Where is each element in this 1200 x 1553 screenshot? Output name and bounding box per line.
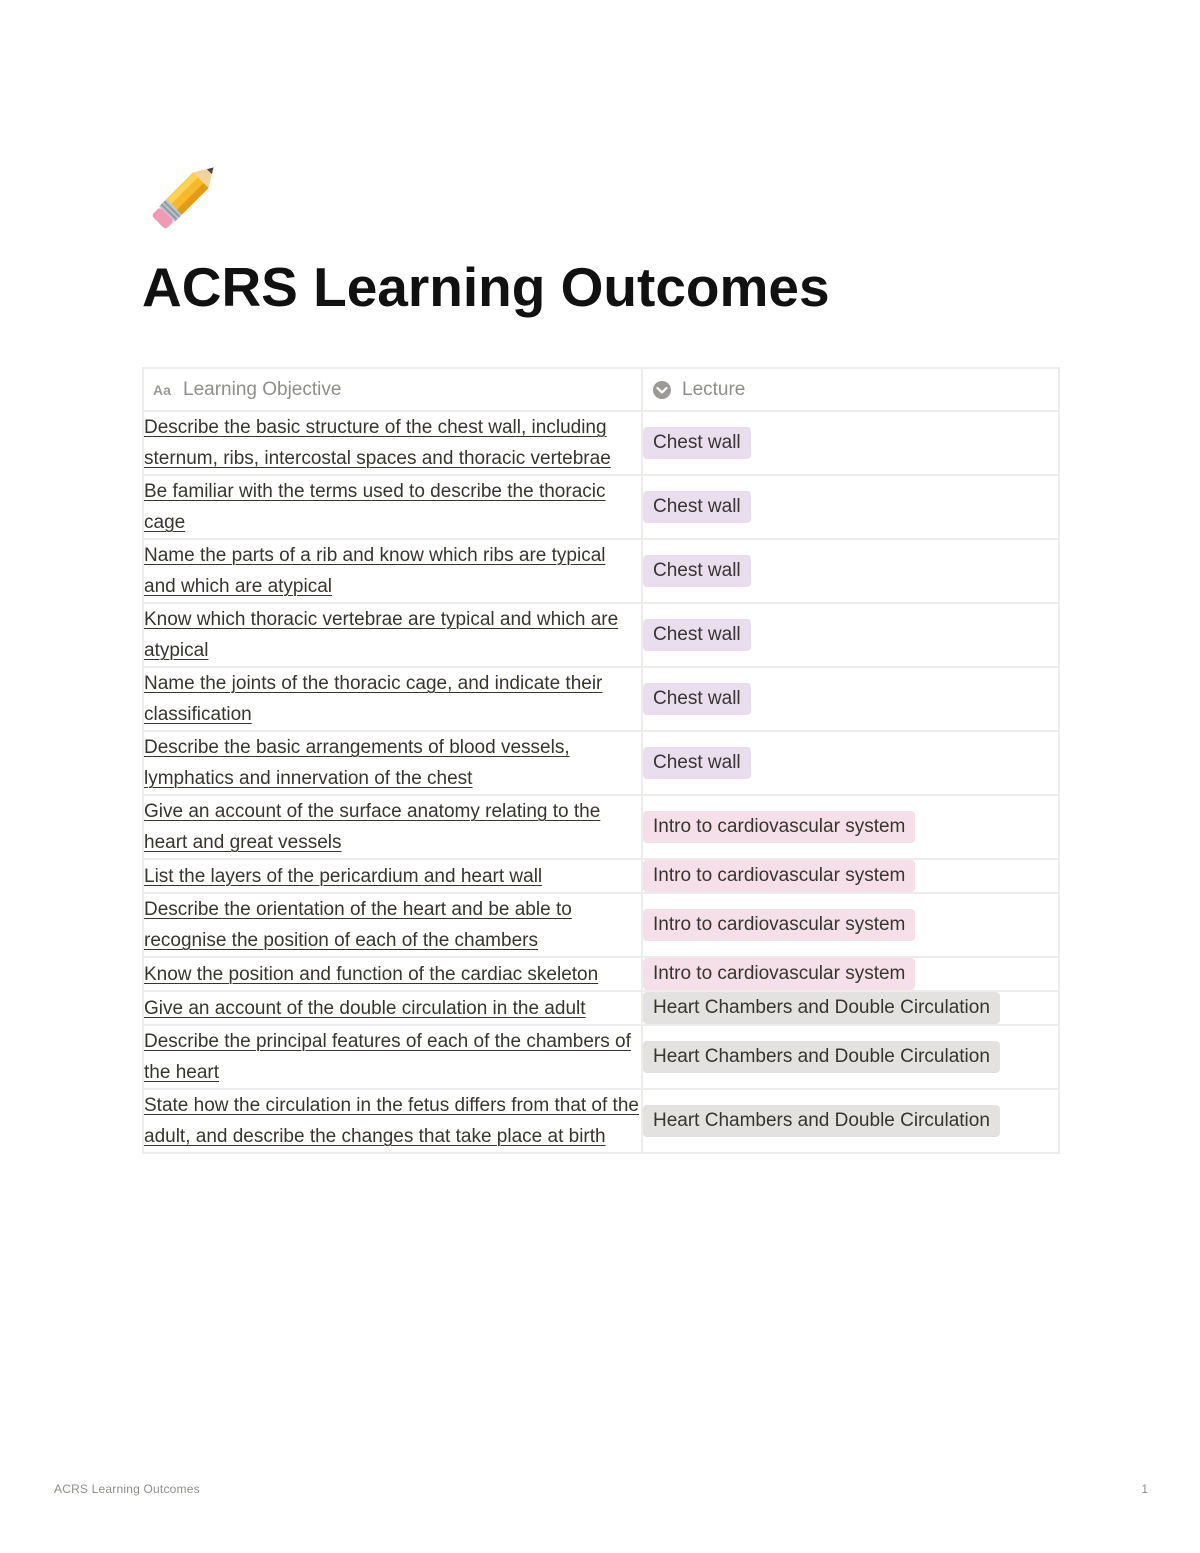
lecture-tag[interactable]: Chest wall — [643, 747, 751, 779]
lecture-tag[interactable]: Intro to cardiovascular system — [643, 909, 915, 941]
table-row — [143, 1025, 1059, 1089]
objective-link[interactable]: Name the joints of the thoracic cage, and indicate their classification — [144, 673, 603, 725]
objective-link[interactable]: Know which thoracic vertebrae are typical and which are atypical — [144, 609, 619, 661]
objective-link[interactable]: Give an account of the surface anatomy relating to the heart and great vessels — [144, 801, 601, 853]
svg-text:Aa: Aa — [153, 381, 171, 398]
objective-link[interactable]: Describe the basic structure of the chest wall, including sternum, ribs, intercostal spaces and thoracic vertebrae — [144, 417, 611, 469]
select-circle-icon — [652, 380, 674, 400]
lecture-tag[interactable]: Heart Chambers and Double Circulation — [643, 992, 1000, 1024]
table-row — [143, 411, 1059, 475]
lecture-tag[interactable]: Intro to cardiovascular system — [643, 811, 915, 843]
objective-cell[interactable] — [143, 1089, 642, 1153]
lecture-cell[interactable] — [642, 1025, 1059, 1089]
lecture-cell[interactable] — [642, 1089, 1059, 1153]
objective-cell[interactable] — [143, 957, 642, 991]
column-header-label: Learning Objective — [183, 378, 342, 400]
lecture-tag[interactable]: Chest wall — [643, 683, 751, 715]
table-row — [143, 603, 1059, 667]
table-row — [143, 957, 1059, 991]
table-row — [143, 991, 1059, 1025]
lecture-tag[interactable]: Intro to cardiovascular system — [643, 958, 915, 990]
table-row — [143, 795, 1059, 859]
lecture-cell[interactable] — [642, 539, 1059, 603]
lecture-cell[interactable] — [642, 475, 1059, 539]
objective-link[interactable]: Describe the basic arrangements of blood vessels, lymphatics and innervation of the chest — [144, 737, 570, 789]
table-header-row — [143, 368, 1059, 411]
objective-cell[interactable] — [143, 991, 642, 1025]
lecture-tag[interactable]: Heart Chambers and Double Circulation — [643, 1041, 1000, 1073]
footer-page-number: 1 — [1141, 1482, 1148, 1496]
footer-title: ACRS Learning Outcomes — [54, 1482, 200, 1496]
objective-link[interactable]: Name the parts of a rib and know which ribs are typical and which are atypical — [144, 545, 606, 597]
objective-cell[interactable] — [143, 1025, 642, 1089]
objective-link[interactable]: Describe the principal features of each of the chambers of the heart — [144, 1031, 631, 1083]
objective-link[interactable]: Give an account of the double circulation in the adult — [144, 997, 586, 1019]
table-row — [143, 475, 1059, 539]
lecture-cell[interactable] — [642, 893, 1059, 957]
table-row — [143, 731, 1059, 795]
objective-cell[interactable] — [143, 731, 642, 795]
table-row — [143, 1089, 1059, 1153]
lecture-cell[interactable] — [642, 411, 1059, 475]
table-row — [143, 667, 1059, 731]
page-title: ACRS Learning Outcomes — [142, 256, 830, 318]
lecture-tag[interactable]: Chest wall — [643, 427, 751, 459]
objective-link[interactable]: State how the circulation in the fetus differs from that of the adult, and describe the changes that take place at birth — [144, 1095, 639, 1147]
lecture-tag[interactable]: Intro to cardiovascular system — [643, 860, 915, 892]
table-row — [143, 859, 1059, 893]
objective-cell[interactable] — [143, 859, 642, 893]
table-row — [143, 893, 1059, 957]
objective-cell[interactable] — [143, 411, 642, 475]
objective-cell[interactable] — [143, 667, 642, 731]
text-aa-icon — [153, 380, 175, 400]
lecture-cell[interactable] — [642, 731, 1059, 795]
objective-link[interactable]: Be familiar with the terms used to describe the thoracic cage — [144, 481, 606, 533]
lecture-cell[interactable] — [642, 667, 1059, 731]
pencil-icon — [143, 152, 229, 238]
objective-link[interactable]: List the layers of the pericardium and heart wall — [144, 865, 543, 887]
objective-link[interactable]: Know the position and function of the cardiac skeleton — [144, 963, 599, 985]
objective-cell[interactable] — [143, 795, 642, 859]
lecture-cell[interactable] — [642, 991, 1059, 1025]
lecture-cell[interactable] — [642, 859, 1059, 893]
lecture-cell[interactable] — [642, 603, 1059, 667]
column-header-objective[interactable] — [143, 368, 642, 411]
lecture-cell[interactable] — [642, 957, 1059, 991]
lecture-tag[interactable]: Heart Chambers and Double Circulation — [643, 1105, 1000, 1137]
table-row — [143, 539, 1059, 603]
column-header-lecture[interactable] — [642, 368, 1059, 411]
learning-outcomes-table — [142, 367, 1060, 1154]
lecture-cell[interactable] — [642, 795, 1059, 859]
objective-link[interactable]: Describe the orientation of the heart and be able to recognise the position of each of the chambers — [144, 899, 572, 951]
objective-cell[interactable] — [143, 539, 642, 603]
objective-cell[interactable] — [143, 475, 642, 539]
lecture-tag[interactable]: Chest wall — [643, 555, 751, 587]
column-header-label: Lecture — [682, 378, 746, 400]
lecture-tag[interactable]: Chest wall — [643, 619, 751, 651]
lecture-tag[interactable]: Chest wall — [643, 491, 751, 523]
objective-cell[interactable] — [143, 603, 642, 667]
objective-cell[interactable] — [143, 893, 642, 957]
